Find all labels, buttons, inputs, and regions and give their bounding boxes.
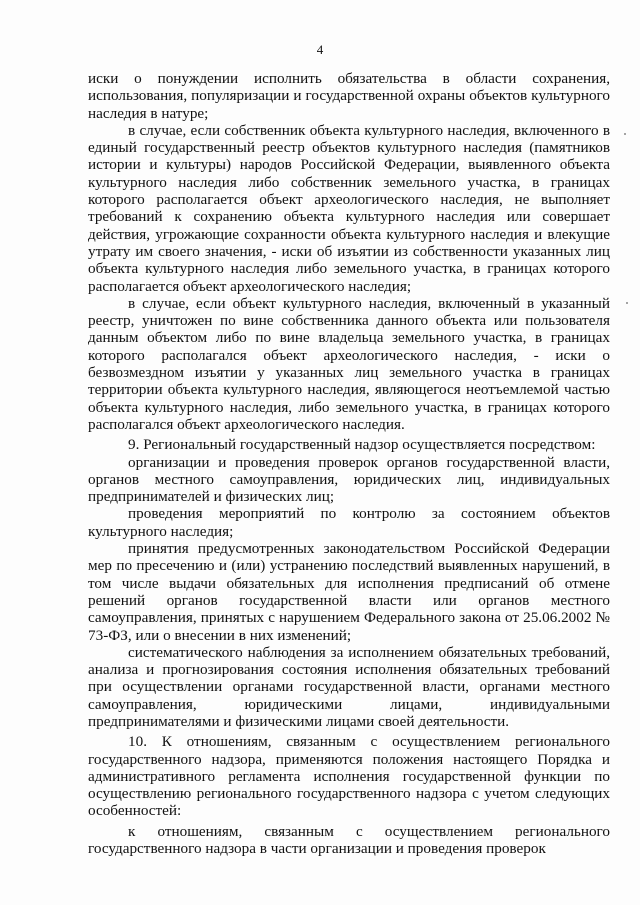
scan-speck — [626, 302, 628, 304]
paragraph-1: иски о понуждении исполнить обязательства в области сохранения, использования, популяризации и государственной охраны объектов культурного наследия в натуре; — [88, 70, 610, 122]
paragraph-9-clause-10: 10. К отношениям, связанным с осуществлением регионального государственного надзора, применяются положения настоящего Порядка и административного регламента исполнения государственной функции по осуществлению регионального государственного надзора с учетом следующих особенностей: — [88, 733, 610, 820]
paragraph-4-clause-9: 9. Региональный государственный надзор осуществляется посредством: — [128, 436, 596, 454]
paragraph-2: в случае, если собственник объекта культурного наследия, включенного в единый государственный реестр объектов культурного наследия (памятников истории и культуры) народов Российской Федерации, выявленного объекта культурного наследия либо собственник земельного участка, в границах которого располагается объект археологического наследия, не выполняет требований к сохранению объекта культурного наследия или совершает действия, угрожающие сохранности объекта культурного наследия и влекущие утрату им своего значения, - иски об изъятии из собственности указанных лиц объекта культурного наследия либо земельного участка, в границах которого располагается объект археологического наследия; — [88, 121, 610, 295]
paragraph-10: к отношениям, связанным с осуществлением регионального государственного надзора в части организации и проведения проверок — [88, 822, 610, 858]
page-number: 4 — [316, 42, 324, 57]
paragraph-6: проведения мероприятий по контролю за состоянием объектов культурного наследия; — [88, 505, 610, 540]
paragraph-3: в случае, если объект культурного наследия, включенный в указанный реестр, уничтожен по вине собственника данного объекта или пользователя данным объектом либо по вине владельца земельного участка, в границах которого располагался объект археологического наследия, - иски о безвозмездном изъятии у указанных лиц земельного участка в границах территории объекта культурного наследия, являющегося неотъемлемой частью объекта культурного наследия, либо земельного участка, в границах которого располагался объект археологического наследия. — [88, 294, 610, 433]
paragraph-5: организации и проведения проверок органов государственной власти, органов местного самоуправления, юридических лиц, индивидуальных предпринимателей и физических лиц; — [88, 453, 610, 506]
paragraph-8: систематического наблюдения за исполнением обязательных требований, анализа и прогнозирования состояния исполнения обязательных требований при осуществлении органами государственной власти, органами местного самоуправления, юридическими лицами, индивидуальными предпринимателями и физическими лицами своей деятельности. — [88, 643, 610, 730]
document-body — [88, 70, 610, 857]
paragraph-7: принятия предусмотренных законодательством Российской Федерации мер по пресечению и (или) устранению последствий выявленных нарушений, в том числе выдачи обязательных для исполнения предписаний об отмене решений органов государственной власти или органов местного самоуправления, принятых с нарушением Федерального закона от 25.06.2002 № 73-ФЗ, или о внесении в них изменений; — [88, 540, 610, 644]
scan-speck — [624, 133, 626, 135]
